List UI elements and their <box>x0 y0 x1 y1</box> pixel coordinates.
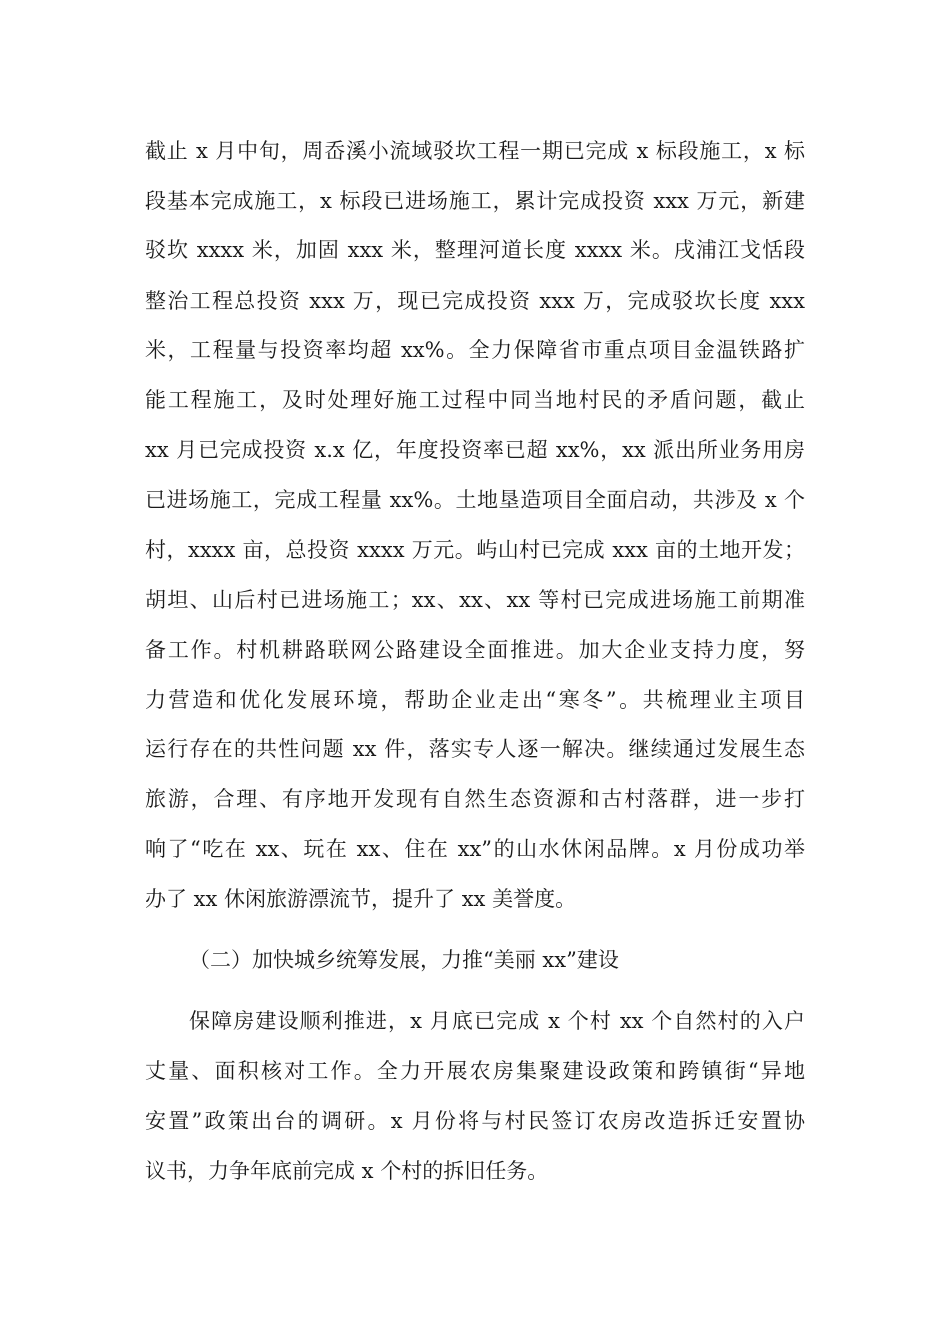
text-line: 能工程施工，及时处理好施工过程中同当地村民的矛盾问题，截止 <box>145 388 805 412</box>
text-line: 村，xxxx 亩，总投资 xxxx 万元。屿山村已完成 xxx 亩的土地开发； <box>145 538 805 562</box>
text-line: 截止 x 月中旬，周岙溪小流域驳坎工程一期已完成 x 标段施工，x 标 <box>145 139 805 163</box>
text-line: xx 月已完成投资 x.x 亿，年度投资率已超 xx%，xx 派出所业务用房 <box>145 438 805 462</box>
text-line: 丈量、面积核对工作。全力开展农房集聚建设政策和跨镇街“异地 <box>145 1059 805 1083</box>
text-line: 旅游，合理、有序地开发现有自然生态资源和古村落群，进一步打 <box>145 787 805 811</box>
text-line: 运行存在的共性问题 xx 件，落实专人逐一解决。继续通过发展生态 <box>145 737 805 761</box>
text-line: 保障房建设顺利推进，x 月底已完成 x 个村 xx 个自然村的入户 <box>189 1009 805 1033</box>
text-line: 办了 xx 休闲旅游漂流节，提升了 xx 美誉度。 <box>145 887 577 911</box>
text-line: 议书，力争年底前完成 x 个村的拆旧任务。 <box>145 1159 549 1183</box>
text-line: 胡坦、山后村已进场施工；xx、xx、xx 等村已完成进场施工前期准 <box>145 588 805 612</box>
text-line: 米，工程量与投资率均超 xx%。全力保障省市重点项目金温铁路扩 <box>145 338 805 362</box>
text-line: 安置”政策出台的调研。x 月份将与村民签订农房改造拆迁安置协 <box>145 1109 805 1133</box>
text-line: 驳坎 xxxx 米，加固 xxx 米，整理河道长度 xxxx 米。戌浦江戈恬段 <box>145 238 805 262</box>
text-line: 整治工程总投资 xxx 万，现已完成投资 xxx 万，完成驳坎长度 xxx <box>145 289 805 313</box>
section-heading: （二）加快城乡统筹发展，力推“美丽 xx”建设 <box>189 948 619 972</box>
text-line: 力营造和优化发展环境，帮助企业走出“寒冬”。共梳理业主项目 <box>145 688 805 712</box>
text-line: 备工作。村机耕路联网公路建设全面推进。加大企业支持力度，努 <box>145 638 805 662</box>
text-line: 响了“吃在 xx、玩在 xx、住在 xx”的山水休闲品牌。x 月份成功举 <box>145 837 805 861</box>
text-line: 段基本完成施工，x 标段已进场施工，累计完成投资 xxx 万元，新建 <box>145 189 805 213</box>
text-line: 已进场施工，完成工程量 xx%。土地垦造项目全面启动，共涉及 x 个 <box>145 488 805 512</box>
